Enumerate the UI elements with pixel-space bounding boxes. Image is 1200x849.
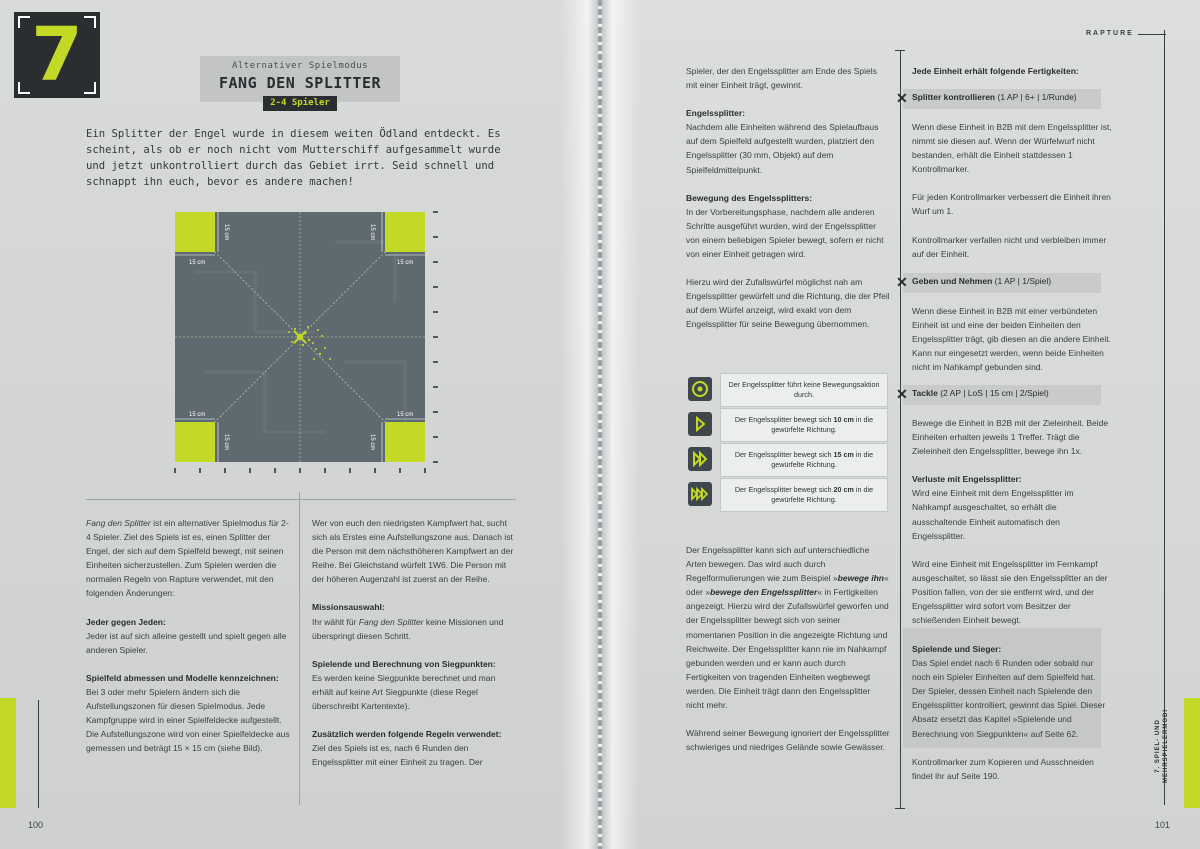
text-paragraph: ist ein alternativer Spielmodus für 2-4 Spieler. Ziel des Spiels ist es, einen Splitter der Engel, der sich auf dem Spielfeld bewegt, mit seinen Einheiten sicherzustellen. Zum Spielen werden die normalen Regeln von Rapture verwendet, mit den folgenden Änderungen:	[86, 518, 289, 599]
mode-title: FANG DEN SPLITTER	[218, 74, 382, 92]
zone-label: 15 cm	[189, 260, 206, 266]
text-em: bewege den Engelssplitter	[710, 587, 818, 598]
corner-mark	[84, 82, 96, 94]
die-row	[684, 477, 888, 511]
section-heading: Spielende und Sieger:	[912, 644, 1002, 654]
text-paragraph: Während seiner Bewegung ignoriert der Engelssplitter schwieriges und niedriges Gelände sowie Gewässer.	[686, 728, 890, 753]
die-result-text: Der Engelssplitter bewegt sich 20 cm in die gewürfelte Richtung.	[720, 478, 888, 512]
zone-label: 15 cm	[189, 412, 206, 418]
section-heading: Zusätzlich werden folgende Regeln verwendet:	[312, 729, 502, 740]
board-ruler	[170, 205, 445, 480]
skill-label: Splitter kontrollieren (1 AP | 6+ | 1/Runde)	[912, 92, 1077, 102]
mode-label: Alternativer Spielmodus	[231, 61, 369, 71]
zone-label: 15 cm	[369, 224, 375, 241]
skill-geben-und-nehmen	[896, 274, 1152, 292]
section-heading: Engelssplitter:	[686, 108, 746, 119]
scatter-die-table	[684, 372, 888, 512]
text-paragraph: Wird eine Einheit mit dem Engelssplitter im Nahkampf ausgeschaltet, so erhält die ausschaltende Einheit automatisch den Engelssplitter.	[912, 488, 1074, 541]
corner-mark	[84, 16, 96, 28]
chapter-tab	[0, 698, 16, 808]
text-paragraph: Kontrollmarker zum Kopieren und Ausschneiden findet ihr auf Seite 190.	[912, 756, 1094, 781]
text-paragraph: Es werden keine Siegpunkte berechnet und man erhält auf keine Art Siegpunkte (diese Regel überschreibt Kartentexte).	[312, 672, 496, 712]
section-heading: Bewegung des Engelssplitters:	[686, 192, 813, 203]
text-paragraph: Wird eine Einheit mit Engelssplitter im Fernkampf ausgeschaltet, so lässt sie den Engelssplitter an der Position fallen, von der sie entfernt wird, und der Engelssplitter wird sofort vom Besitzer der schießenden Einheit bewegt.	[912, 558, 1108, 626]
die-row	[684, 407, 888, 441]
page-margin-line	[38, 700, 39, 808]
text-paragraph: In der Vorbereitungsphase, nachdem alle anderen Schritte ausgeführt wurden, wird der Engelssplitter von einem beliebigen Spieler bewegt, sofern er nicht von einer Einheit getragen wird.	[686, 206, 884, 260]
skill-splitter-kontrollieren	[896, 90, 1152, 108]
section-heading: Jede Einheit erhält folgende Fertigkeiten:	[912, 66, 1079, 76]
text-paragraph: Bei 3 oder mehr Spielern ändern sich die Aufstellungszonen für diesen Spielmodus. Jede Kampfgruppe wird in einer Spielfeldecke aufgestellt. Die Aufstellungszone wird von einer Spielfeldecke aus gemessen und beträgt 15 × 15 cm (siehe Bild).	[86, 686, 290, 754]
left-column-1	[86, 516, 292, 769]
text-paragraph: Wenn diese Einheit in B2B mit dem Engelssplitter ist, nimmt sie diesen auf. Wenn der Würfelwurf nicht bestanden, erhält die Einheit stattdessen 1 Kontrollmarker.	[912, 122, 1112, 175]
zone-label: 15 cm	[223, 434, 229, 451]
text-span: Der Engelssplitter kann sich auf unterschiedliche Arten bewegen. Das wird auch durch Regelformulierungen wie zum Beispiel »	[686, 545, 870, 584]
die-result-text: Der Engelssplitter führt keine Bewegungsaktion durch.	[720, 373, 888, 407]
die-result-text: Der Engelssplitter bewegt sich 15 cm in die gewürfelte Richtung.	[720, 443, 888, 477]
zone-label: 15 cm	[369, 434, 375, 451]
chapter-tab	[1184, 698, 1200, 808]
corner-mark	[18, 82, 30, 94]
zone-label: 15 cm	[397, 412, 414, 418]
skill-column-line	[900, 50, 901, 808]
section-heading: Missionsauswahl:	[312, 602, 385, 613]
skills-heading-block	[912, 64, 1112, 78]
text-paragraph: Ziel des Spiels ist es, nach 6 Runden den Engelssplitter mit einer Einheit zu tragen. Der	[312, 743, 483, 768]
column-divider	[299, 492, 300, 805]
text-paragraph: Spieler, der den Engelssplitter am Ende des Spiels mit einer Einheit trägt, gewinnt.	[686, 66, 877, 91]
chapter-badge	[14, 12, 100, 98]
skill-label: Tackle (2 AP | LoS | 15 cm | 2/Spiel)	[912, 388, 1049, 398]
die-row	[684, 372, 888, 406]
zone-label: 15 cm	[397, 260, 414, 266]
skill-description	[912, 304, 1112, 388]
divider	[86, 499, 516, 500]
rule-cap	[895, 50, 905, 51]
skill-label: Geben und Nehmen (1 AP | 1/Spiel)	[912, 276, 1052, 286]
cross-icon: ✕	[896, 274, 908, 290]
section-heading: Jeder gegen Jeden:	[86, 616, 166, 627]
text-paragraph: Bewege die Einheit in B2B mit der Zieleinheit. Beide Einheiten erhalten jeweils 1 Treffer. Trägt die Zieleinheit den Engelssplitter, bewege ihn 1x.	[912, 418, 1109, 457]
cross-icon: ✕	[896, 386, 908, 402]
triple-arrow-icon	[688, 482, 712, 506]
text-paragraph: Jeder ist auf sich alleine gestellt und spielt gegen alle anderen Spieler.	[86, 630, 287, 655]
mode-name-em: Fang den Splitter	[86, 518, 151, 528]
right-column-1	[686, 64, 890, 346]
skill-description	[912, 120, 1112, 275]
die-row	[684, 442, 888, 476]
text-paragraph: Wenn diese Einheit in B2B mit einer verbündeten Einheit ist und eine der beiden Einheiten den Engelssplitter trägt, gib diesen an die andere Einheit. Kann nur eingesetzt werden, wenn beide Einheiten nicht im Nahkampf gebunden sind.	[912, 306, 1111, 373]
skill-tackle	[896, 386, 1152, 404]
corner-mark	[18, 16, 30, 28]
right-column-1b	[686, 543, 890, 768]
running-header: RAPTURE	[1086, 30, 1134, 37]
skill-description	[912, 416, 1112, 641]
players-badge: 2-4 Spieler	[263, 96, 337, 111]
text-paragraph: Wer von euch den niedrigsten Kampfwert hat, sucht sich als Erstes eine Aufstellungszone aus. Danach ist die Person mit dem nächsthöheren Kampfwert an der Reihe. Bei Gleichstand würfelt 1W6. Die Person mit der höheren Augenzahl ist zuerst an der Reihe.	[312, 518, 514, 585]
text-paragraph: Nachdem alle Einheiten während des Spielaufbaus auf dem Spielfeld aufgestellt wurden, platziert den Engelssplitter (30 mm, Objekt) auf dem Spielfeldmittelpunkt.	[686, 122, 879, 175]
chapter-side-label	[1150, 700, 1174, 800]
section-heading: Spielfeld abmessen und Modelle kennzeichnen:	[86, 672, 279, 683]
section-heading: Verluste mit Engelssplitter:	[912, 474, 1022, 485]
double-arrow-icon	[688, 447, 712, 471]
victory-section	[912, 642, 1110, 797]
header-rule	[1138, 34, 1166, 35]
text-paragraph: Hierzu wird der Zufallswürfel möglichst nah am Engelssplitter gewürfelt und die Richtung, die der Pfeil auf dem Würfel anzeigt, wird exakt von dem Engelssplitter für seine Bewegung übernommen.	[686, 277, 890, 330]
target-icon	[688, 377, 712, 401]
mode-name-em: Fang den Splitter	[358, 616, 424, 627]
left-column-2	[312, 516, 518, 783]
intro-text: Ein Splitter der Engel wurde in diesem weiten Ödland entdeckt. Es scheint, als ob er noch nicht vom Mutterschiff aufgesammelt wurde und jetzt unkontrolliert durch das Gebiet irrt. Seid schnell und schnappt ihn euch, bevor es andere machen!	[86, 128, 501, 188]
page-number-left: 100	[28, 820, 44, 830]
side-tab-text: 7. SPIEL- UND MEHRSPIELERMODI	[1155, 709, 1169, 784]
text-paragraph: Für jeden Kontrollmarker verbessert die Einheit ihren Wurf um 1.	[912, 192, 1111, 217]
spiral-binding	[598, 0, 602, 849]
right-margin-line	[1164, 30, 1165, 805]
section-heading: Spielende und Berechnung von Siegpunkten:	[312, 658, 496, 669]
single-arrow-icon	[688, 412, 712, 436]
die-result-text: Der Engelssplitter bewegt sich 10 cm in die gewürfelte Richtung.	[720, 408, 888, 442]
text-em: bewege ihn	[837, 573, 884, 584]
text-span: « oder »	[686, 573, 889, 598]
chapter-number: 7	[31, 12, 83, 98]
text-span: « in Fertigkeiten angezeigt. Hierzu wird der Zufallswürfel geworfen und der Engelssplitter bewegt sich von seiner momentanen Position in die angezeigte Richtung und Reichweite. Der Engelssplitter kann nie im Nahkampf gebunden werden und er kann auch durch Fertigkeiten von tragenden Einheiten wegbewegt werden. Die Einheit trägt dann den Engelssplitter nicht mehr.	[686, 587, 889, 711]
text-paragraph: Kontrollmarker verfallen nicht und verbleiben immer auf der Einheit.	[912, 234, 1107, 259]
page-number-right: 101	[1155, 820, 1171, 830]
text-span: keine Missionen und überspringt diesen Schritt.	[312, 616, 504, 641]
text-span: Ihr wählt für	[312, 616, 359, 627]
zone-label: 15 cm	[223, 224, 229, 241]
rule-cap	[895, 808, 905, 809]
cross-icon: ✕	[896, 90, 908, 106]
text-paragraph: Das Spiel endet nach 6 Runden oder sobald nur noch ein Spieler Einheiten auf dem Spielfeld hat. Der Spieler, dessen Einheit nach Spielende den Engelssplitter kontrolliert, gewinnt das Spiel. Dieser Absatz ersetzt das Kapitel »Spielende und Berechnung von Siegpunkten« auf Seite 62.	[912, 658, 1106, 739]
